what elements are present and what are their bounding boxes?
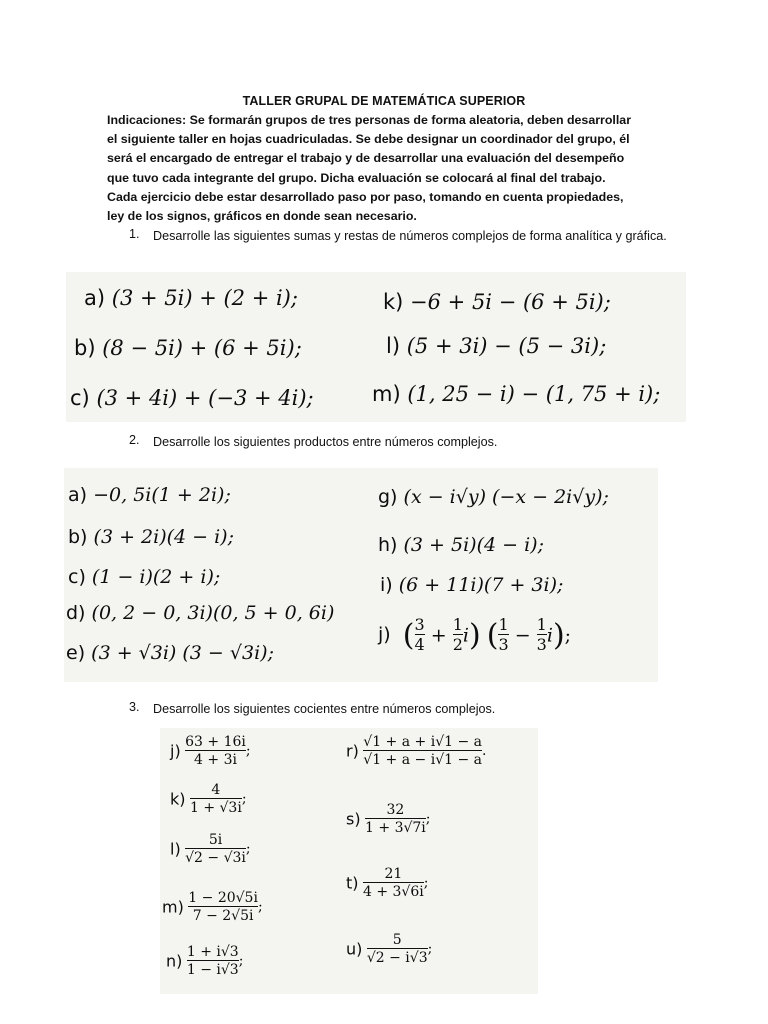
section-1-image [66,272,686,422]
section-1-heading: Desarrolle las siguientes sumas y restas de números complejos de forma analítica y gráfica. [153,229,667,243]
exercise-2c: c) (1 − i)(2 + i); [68,566,221,588]
exercise-1k: k) −6 + 5i − (6 + 5i); [383,290,611,314]
exercise-2e: e) (3 + √3i) (3 − √3i); [66,642,274,664]
section-1-number: 1. [129,227,140,241]
exercise-3m: m) $\frac{1 - 20√5i}{7 - 2√5i}$ ; [162,890,263,925]
exercise-3j: j) $\frac{63 + 16i}{4 + 3i}$ ; [170,734,251,769]
exercise-2h: h) (3 + 5i)(4 − i); [378,534,544,556]
exercise-2a: a) −0, 5i(1 + 2i); [68,484,231,506]
section-2-image [64,468,658,682]
section-2-number: 2. [129,433,140,447]
exercise-3u: u) $\frac{5}{√2 - i√3}$ ; [346,932,433,967]
exercise-1c: c) (3 + 4i) + (−3 + 4i); [70,386,314,410]
exercise-1m: m) (1, 25 − i) − (1, 75 + i); [372,382,661,406]
exercise-1b: b) (8 − 5i) + (6 + 5i); [74,336,302,360]
exercise-3n: n) $\frac{1 + i√3}{1 - i√3}$ ; [166,944,244,979]
exercise-3k: k) $\frac{4}{1 + √3i}$ ; [170,782,247,817]
section-3-number: 3. [129,700,140,714]
exercise-3r: r) $\frac{√1 + a + i√1 - a}{√1 + a - i√1 - a}$ . [346,734,487,769]
section-3-image [160,728,538,994]
exercise-2d: d) (0, 2 − 0, 3i)(0, 5 + 0, 6i) [66,602,335,624]
exercise-1a: a) (3 + 5i) + (2 + i); [84,286,298,310]
instructions-paragraph: Indicaciones: Se formarán grupos de tres personas de forma aleatoria, deben desarrollar el siguiente taller en hojas cuadriculadas. Se debe designar un coordinador del grupo, él será el encargado de entregar el trabajo y de desarrollar una evaluación del desempeño que tuvo cada integrante del grupo. Dicha evaluación se colocará al final del trabajo. Cada ejercicio debe estar desarrollado paso por paso, tomando en cuenta propiedades, ley de los signos, gráficos en donde sean necesario. [107,113,632,224]
exercise-3t: t) $\frac{21}{4 + 3√6i}$ ; [346,866,429,901]
document-title: TALLER GRUPAL DE MATEMÁTICA SUPERIOR [242,94,526,108]
exercise-2i: i) (6 + 11i)(7 + 3i); [380,574,564,596]
exercise-1l: l) (5 + 3i) − (5 − 3i); [386,334,607,358]
section-2-heading: Desarrolle los siguientes productos entre números complejos. [153,435,498,449]
exercise-2b: b) (3 + 2i)(4 − i); [68,526,234,548]
exercise-2g: g) (x − i√y) (−x − 2i√y); [378,486,609,508]
section-3-heading: Desarrolle los siguientes cocientes entre números complejos. [153,702,496,716]
exercise-2j: j) ( $\frac{3}{4}$ + $\frac{1}{2}$ i) ( $\frac{1}{3}$ − $\frac{1}{3}$ i); [378,615,572,655]
exercise-3l: l) $\frac{5i}{√2 - √3i}$ ; [170,832,251,867]
exercise-3s: s) $\frac{32}{1 + 3√7i}$ ; [346,802,431,837]
